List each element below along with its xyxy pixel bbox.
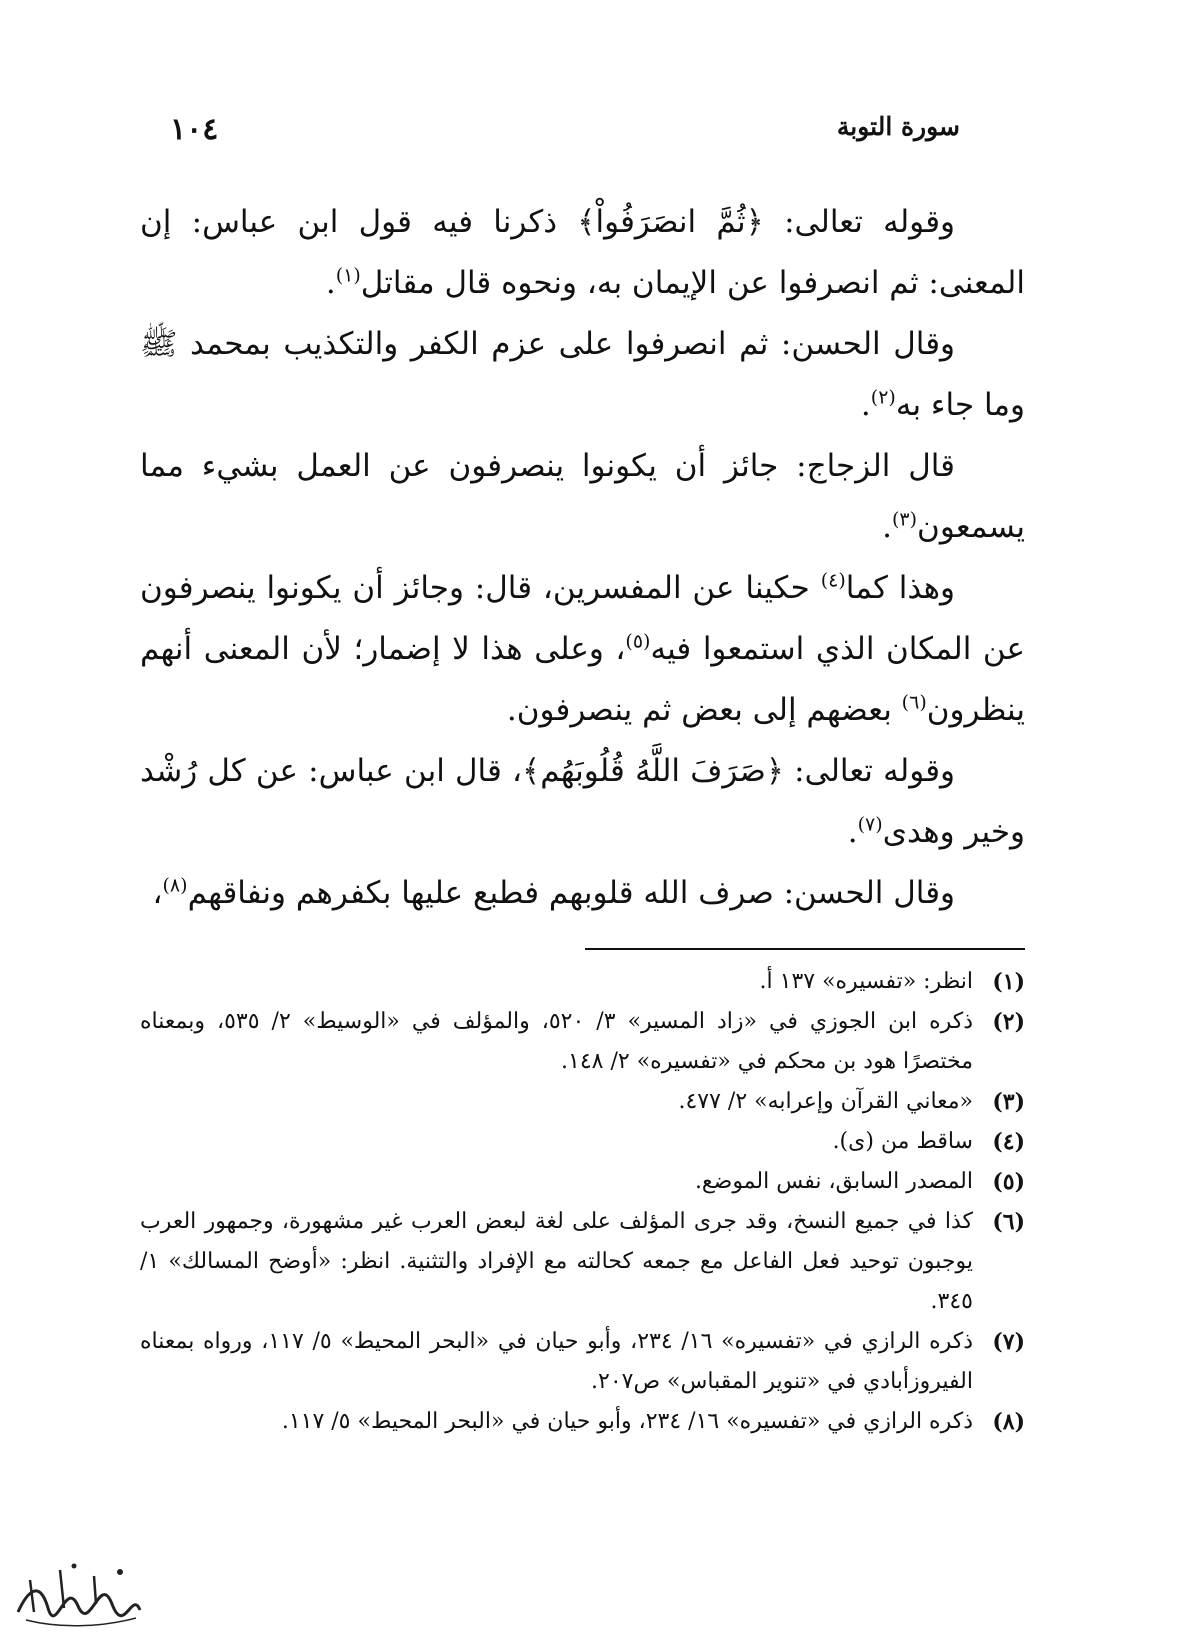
footnote-number: (٤): [992, 1129, 1025, 1155]
footnote-number: (٨): [992, 1409, 1025, 1435]
footnote: [140, 1082, 1025, 1122]
footnote-number: (١): [992, 969, 1025, 995]
footnote-text: ذكره ابن الجوزي في «زاد المسير» ٣/ ٥٢٠، والمؤلف في «الوسيط» ٢/ ٥٣٥، وبمعناه مختصرًا هود بن محكم في «تفسيره» ٢/ ١٤٨.: [140, 1009, 974, 1074]
page-header: [170, 112, 960, 162]
footnote: [140, 1162, 1025, 1202]
footnote: [140, 1402, 1025, 1442]
footnote-number: (٧): [992, 1329, 1025, 1355]
footnote-ref: (٣): [891, 508, 918, 531]
footnote-divider: [585, 948, 1025, 950]
footnote: [140, 1002, 1025, 1082]
paragraph: وقال الحسن: صرف الله قلوبهم فطبع عليها بكفرهم ونفاقهم$^{(٨)}$،: [152, 874, 955, 911]
footnote-number: (٣): [992, 1089, 1025, 1115]
footnote-ref: (١): [335, 264, 361, 287]
footnote: [140, 1122, 1025, 1162]
footnote-text: انظر: «تفسيره» ١٣٧ أ.: [759, 969, 973, 994]
footnote-number: (٢): [992, 1009, 1025, 1035]
footnote-ref: (٦): [901, 691, 927, 714]
footnote-text: ذكره الرازي في «تفسيره» ١٦/ ٢٣٤، وأبو حيان في «البحر المحيط» ٥/ ١١٧.: [281, 1409, 973, 1434]
footnote-ref: (٨): [162, 874, 188, 897]
main-text: [140, 192, 1025, 924]
footnote-ref: (٧): [857, 813, 883, 836]
footnote: [140, 1322, 1025, 1402]
paragraph: وقوله تعالى: ﴿صَرَفَ اللَّهُ قُلُوبَهُم﴾، قال ابن عباس: عن كل رُشْد وخير وهدى$^{(٧)}$.: [140, 753, 1025, 850]
paragraph: وقال الحسن: ثم انصرفوا على عزم الكفر والتكذيب بمحمد ﷺ وما جاء به$^{(٢)}$.: [140, 326, 1025, 423]
running-title: سورة التوبة: [836, 112, 960, 141]
calligraphy-seal-graphic: [8, 1550, 148, 1640]
footnote-ref: (٤): [820, 569, 846, 592]
footnote-ref: (٢): [870, 386, 896, 409]
page-number: ١٠٤: [170, 112, 219, 147]
footnote: [140, 962, 1025, 1002]
paragraph: وقوله تعالى: ﴿ثُمَّ انصَرَفُواْ﴾ ذكرنا فيه قول ابن عباس: إن المعنى: ثم انصرفوا عن الإيمان به، ونحوه قال مقاتل$^{(١)}$.: [140, 204, 1025, 301]
quran-quote: ﴿صَرَفَ اللَّهُ قُلُوبَهُم﴾: [522, 753, 784, 789]
footnotes: [140, 962, 1025, 1442]
footnote-text: «معاني القرآن وإعرابه» ٢/ ٤٧٧.: [678, 1089, 973, 1114]
paragraph: وهذا كما$^{(٤)}$ حكينا عن المفسرين، قال: وجائز أن يكونوا ينصرفون عن المكان الذي استمعوا فيه$^{(٥)}$، وعلى هذا لا إضمار؛ لأن المعنى أنهم ينظرون$^{(٦)}$ بعضهم إلى بعض ثم ينصرفون.: [140, 569, 1026, 728]
quran-quote: ﴿ثُمَّ انصَرَفُواْ﴾: [577, 204, 764, 240]
paragraph: قال الزجاج: جائز أن يكونوا ينصرفون عن العمل بشيء مما يسمعون$^{(٣)}$.: [140, 448, 1025, 545]
footnote-number: (٥): [992, 1169, 1025, 1195]
footnote-text: ذكره الرازي في «تفسيره» ١٦/ ٢٣٤، وأبو حيان في «البحر المحيط» ٥/ ١١٧، ورواه بمعناه الفيروزأبادي في «تنوير المقباس» ص٢٠٧.: [140, 1329, 974, 1394]
footnote-number: (٦): [992, 1209, 1025, 1235]
footnote-text: كذا في جميع النسخ، وقد جرى المؤلف على لغة لبعض العرب غير مشهورة، وجمهور العرب يوجبون توحيد فعل الفاعل مع جمعه كحالته مع الإفراد والتثنية. انظر: «أوضح المسالك» ١/ ٣٤٥.: [140, 1209, 973, 1314]
footnote-text: المصدر السابق، نفس الموضع.: [694, 1169, 973, 1194]
calligraphy-seal-icon: [8, 1550, 148, 1640]
footnote-ref: (٥): [625, 630, 651, 653]
footnote-text: ساقط من (ى).: [832, 1129, 973, 1154]
footnote: [140, 1202, 1025, 1322]
